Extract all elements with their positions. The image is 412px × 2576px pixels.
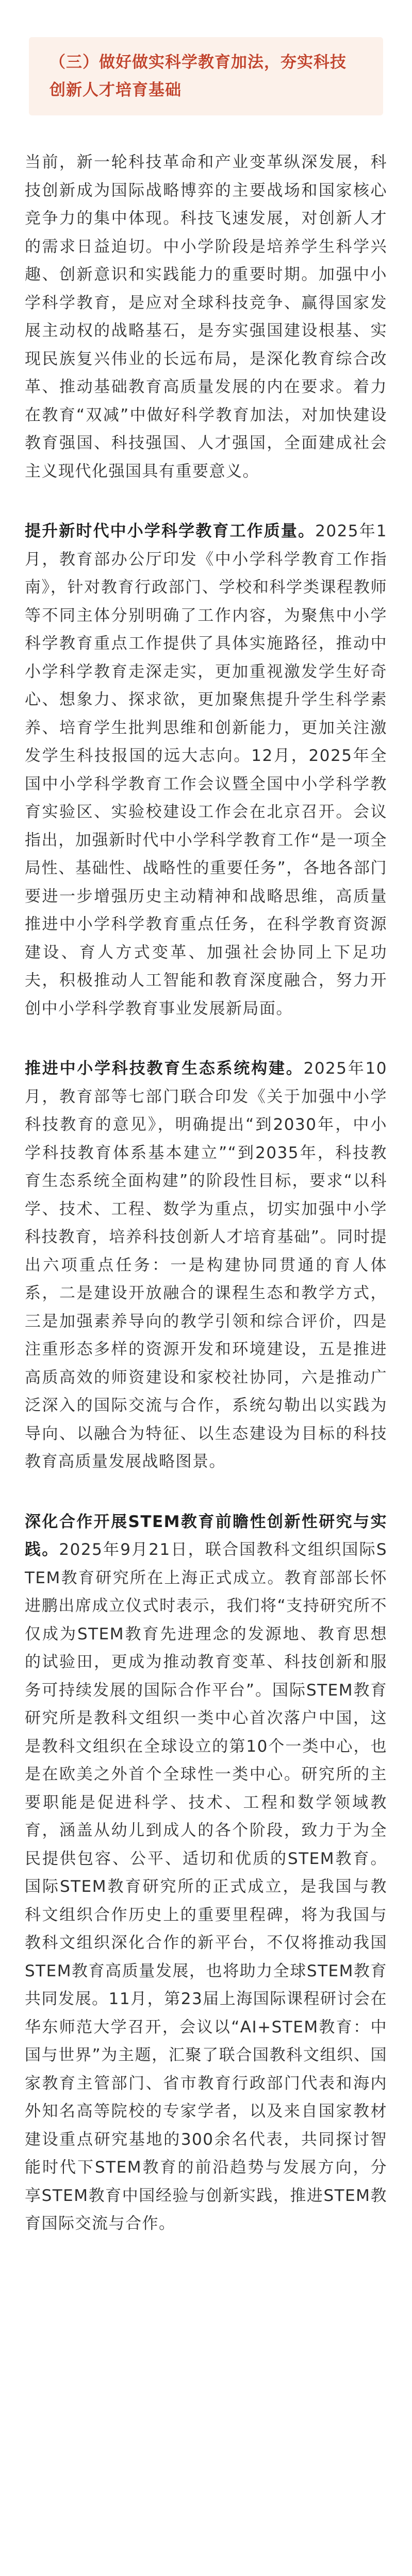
section-heading-box: [29, 37, 383, 115]
section-heading: （三）做好做实科学教育加法，夯实科技创新人才培育基础: [50, 53, 347, 99]
paragraph-2: [25, 517, 387, 1023]
paragraph-3: [25, 1055, 387, 1476]
paragraph-lead: 推进中小学科技教育生态系统构建。: [25, 1059, 304, 1078]
paragraph-lead: 提升新时代中小学科学教育工作质量。: [25, 522, 316, 540]
paragraph-4: [25, 1508, 387, 2238]
paragraph-text: 2025年10月，教育部等七部门联合印发《关于加强中小学科技教育的意见》，明确提出“到2030年，中小学科技教育体系基本建立”“到2035年，科技教育生态系统全面构建”的阶段性目标，要求“以科学、技术、工程、数学为重点，切实加强中小学科技教育，培养科技创新人才培育基础”。同时提出六项重点任务：一是构建协同贯通的育人体系，二是建设开放融合的课程生态和教学方式，三是加强素养导向的教学引领和综合评价，四是注重形态多样的资源开发和环境建设，五是推进高质高效的师资建设和家校社协同，六是推动广泛深入的国际交流与合作，系统勾勒出以实践为导向、以融合为特征、以生态建设为目标的科技教育高质量发展战略图景。: [25, 1059, 388, 1471]
paragraph-text: 当前，新一轮科技革命和产业变革纵深发展，科技创新成为国际战略博弈的主要战场和国家核心竞争力的集中体现。科技飞速发展，对创新人才的需求日益迫切。中小学阶段是培养学生科学兴趣、创新意识和实践能力的重要时期。加强中小学科学教育，是应对全球科技竞争、赢得国家发展主动权的战略基石，是夯实强国建设根基、实现民族复兴伟业的长远布局，是深化教育综合改革、推动基础教育高质量发展的内在要求。着力在教育“双减”中做好科学教育加法，对加快建设教育强国、科技强国、人才强国，全面建成社会主义现代化强国具有重要意义。: [25, 153, 387, 481]
paragraph-1: [25, 148, 387, 485]
paragraph-text: 2025年1月，教育部办公厅印发《中小学科学教育工作指南》，针对教育行政部门、学校和科学类课程教师等不同主体分别明确了工作内容，为聚焦中小学科学教育重点工作提供了具体实施路径，推动中小学科学教育走深走实，更加重视激发学生好奇心、想象力、探求欲，更加聚焦提升学生科学素养、培育学生批判思维和创新能力，更加关注激发学生科技报国的远大志向。12月，2025年全国中小学科学教育工作会议暨全国中小学科学教育实验区、实验校建设工作会在北京召开。会议指出，加强新时代中小学科学教育工作“是一项全局性、基础性、战略性的重要任务”，各地各部门要进一步增强历史主动精神和战略思维，高质量推进中小学科学教育重点任务，在科学教育资源建设、育人方式变革、加强社会协同上下足功夫，积极推动人工智能和教育深度融合，努力开创中小学科学教育事业发展新局面。: [25, 522, 387, 1018]
article-body: [0, 115, 412, 2238]
paragraph-lead: 深化合作开展STEM教育前瞻性创新性研究与实践。: [25, 1512, 387, 1559]
paragraph-text: 2025年9月21日，联合国教科文组织国际STEM教育研究所在上海正式成立。教育部部长怀进鹏出席成立仪式时表示，我们将“支持研究所不仅成为STEM教育先进理念的发源地、教育思想的试验田，更成为推动教育变革、科技创新和服务可持续发展的国际合作平台”。国际STEM教育研究所是教科文组织一类中心首次落户中国，这是教科文组织在全球设立的第10个一类中心，也是在欧美之外首个全球性一类中心。研究所的主要职能是促进科学、技术、工程和数学领域教育，涵盖从幼儿到成人的各个阶段，致力于为全民提供包容、公平、适切和优质的STEM教育。国际STEM教育研究所的正式成立，是我国与教科文组织合作历史上的重要里程碑，将为我国与教科文组织深化合作的新平台，不仅将推动我国STEM教育高质量发展，也将助力全球STEM教育共同发展。11月，第23届上海国际课程研讨会在华东师范大学召开，会议以“AI+STEM教育：中国与世界”为主题，汇聚了联合国教科文组织、国家教育主管部门、省市教育行政部门代表和海内外知名高等院校的专家学者，以及来自国家教材建设重点研究基地的300余名代表，共同探讨智能时代下STEM教育的前沿趋势与发展方向，分享STEM教育中国经验与创新实践，推进STEM教育国际交流与合作。: [25, 1540, 387, 2233]
